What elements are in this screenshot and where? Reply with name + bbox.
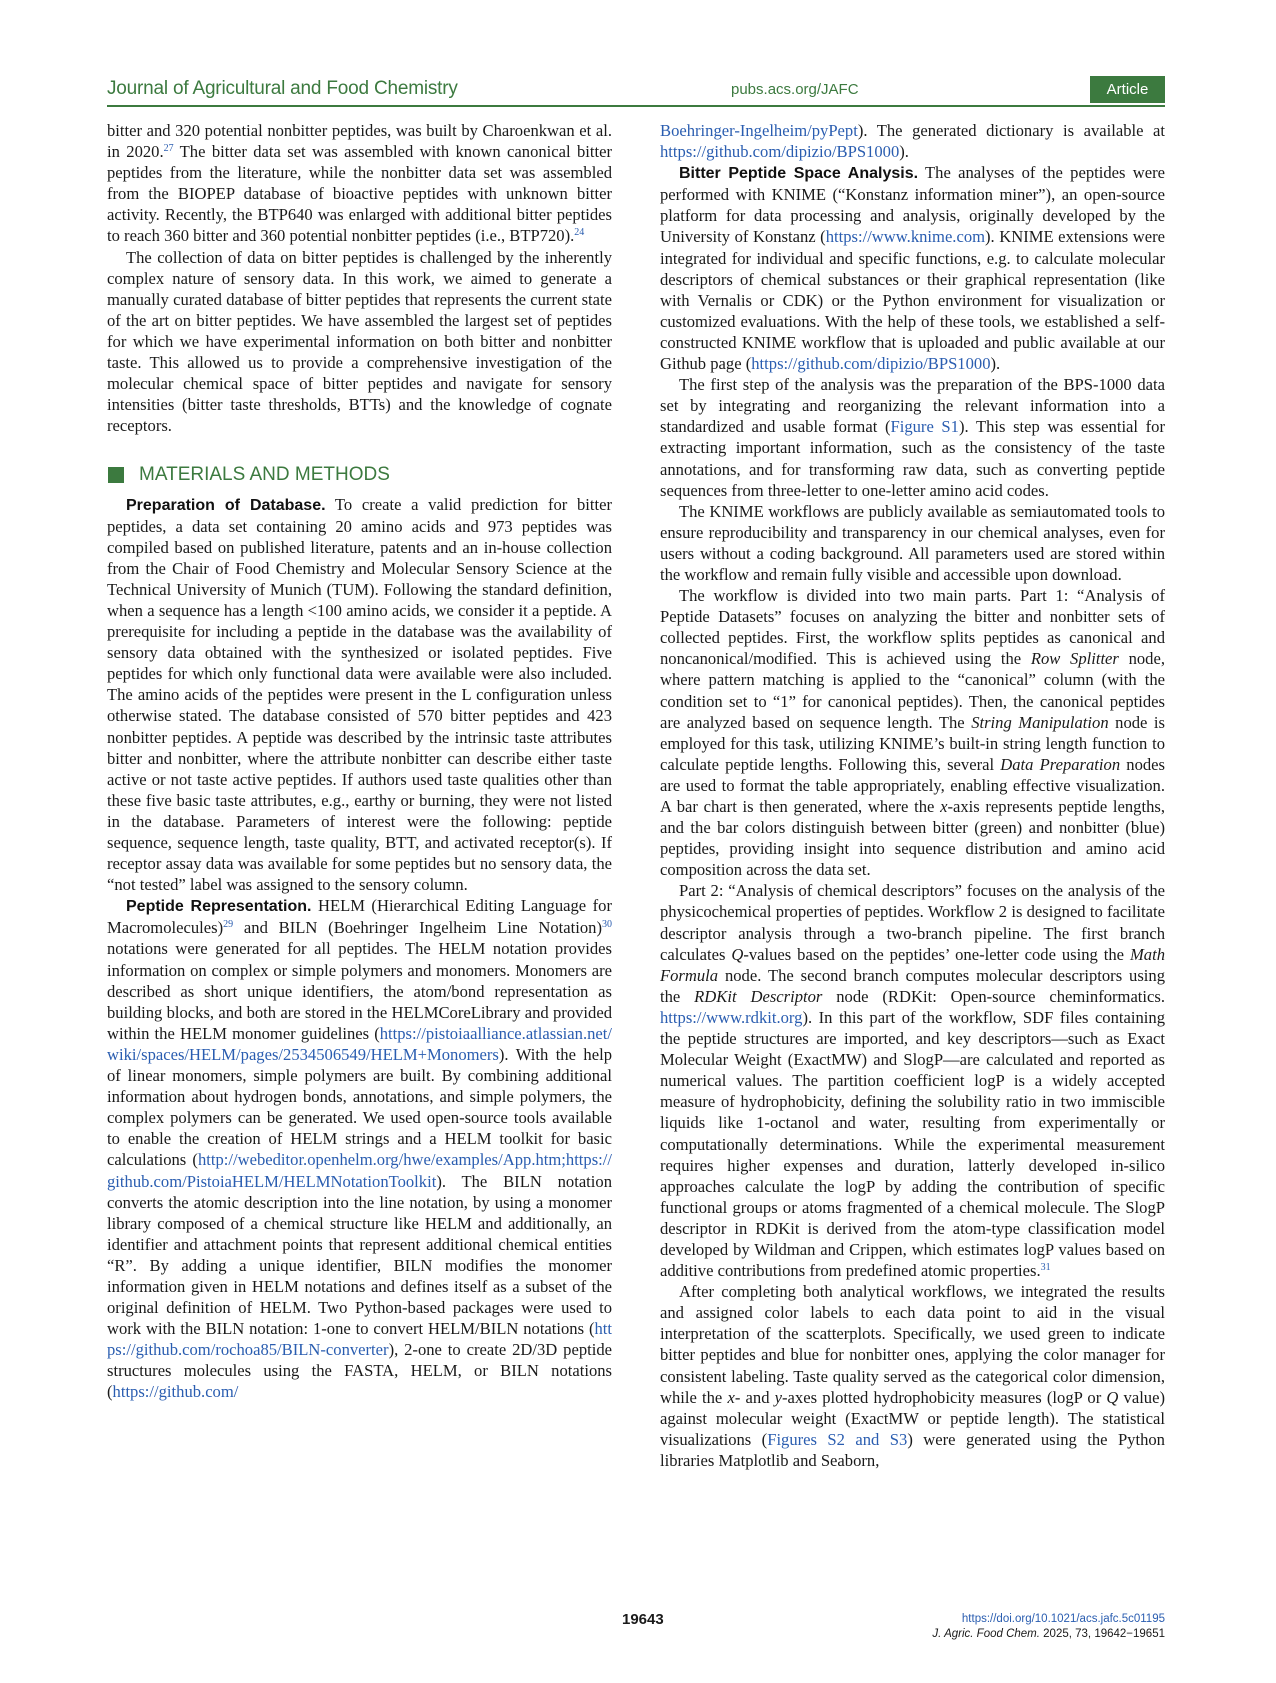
text: -values based on the peptides’ one-letter code using the (743, 944, 1130, 964)
text: notations were generated for all peptides. The HELM notation provides information on complex or simple polymers and monomers. Monomers are described as short unique identifiers, the atom/bond representation as building blocks, and both are stored in the HELMCoreLibrary and provided within the HELM monomer guidelines ( (107, 939, 612, 1043)
article-type-badge: Article (1090, 76, 1165, 103)
figures-s2-s3-link[interactable]: Figures S2 and S3 (767, 1429, 908, 1449)
paragraph (660, 374, 1165, 501)
page-number: 19643 (622, 1611, 664, 1628)
text: -axis represents peptide lengths, and the bar colors distinguish between bitter (green) and nonbitter (blue) peptides, providing insight into sequence distribution and amino acid composition across the data set. (660, 797, 1165, 880)
paragraph (107, 120, 612, 247)
var: y (774, 1387, 783, 1407)
text: ), 2-one to create 2D/3D peptide structures molecules using the FASTA, HELM, or BILN notations ( (107, 1340, 612, 1402)
footer-citation (932, 1612, 1165, 1642)
node-name: RDKit Descriptor (694, 986, 823, 1006)
text: ). The BILN notation converts the atomic description into the line notation, by using a monomer library composed of a chemical structure like HELM and additionally, an identifier and attachment points that represent additional chemical entities “R”. By adding a unique identifier, BILN modifies the monomer information given in HELM notations and defines itself as a subset of the original definition of HELM. Two Python-based packages were used to work with the BILN notation: 1-one to convert HELM/BILN notations ( (107, 1171, 612, 1339)
biln-converter-link[interactable]: https://github.com/rochoa85/BILN-converter (107, 1319, 612, 1360)
helm-toolkit-link[interactable]: http://webeditor.openhelm.org/hwe/examples/App.htm;https://github.com/PistoiaHELM/HELMNotationToolkit (107, 1150, 612, 1191)
text: node (RDKit: Open-source cheminformatics. (822, 986, 1166, 1006)
paragraph: The KNIME workflows are publicly available as semiautomated tools to ensure reproducibility and transparency in our chemical analyses, even for users without a coding background. All parameters used are stored within the workflow and remain fully visible and accessible upon download. (660, 501, 1165, 584)
text: The bitter data set was assembled with known canonical bitter peptides from the literature, while the nonbitter data set was assembled from the BIOPEP database of bioactive peptides with unknown bitter activity. Recently, the BTP640 was enlarged with additional bitter peptides to reach 360 bitter and 360 potential nonbitter peptides (i.e., BTP720). (107, 142, 612, 246)
text: nodes are used to format the table appropriately, enabling effective visualization. A bar chart is then generated, where the (660, 754, 1166, 816)
section-heading-text: MATERIALS AND METHODS (139, 464, 390, 486)
text: ). In this part of the workflow, SDF files containing the peptide structures are imported, and key descriptors—such as Exact Molecular Weight (ExactMW) and SlogP—are calculated and reported as numerical values. The partition coefficient logP is a widely accepted measure of hydrophobicity, defining the solubility ratio in two immiscible liquids like 1-octanol and water, resulting from experimentally or computationally determinations. While the experimental measurement requires higher expenses and duration, latterly developed in-silico approaches calculate the logP by adding the contribution of specific functional groups or atoms fragmented of a chemical molecule. The SlogP descriptor in RDKit is derived from the atom-type classification model developed by Wildman and Crippen, which estimates logP values based on additive contributions from predefined atomic properties. (660, 1007, 1165, 1281)
helm-monomers-link[interactable]: https://pistoiaalliance.atlassian.net/wiki/spaces/HELM/pages/2534506549/HELM+Monomers (107, 1023, 612, 1064)
node-name: Data Preparation (1000, 754, 1121, 774)
text: HELM (Hierarchical Editing Language for Macromolecules) (107, 896, 612, 938)
text: and BILN (Boehringer Ingelheim Line Notation) (233, 918, 602, 938)
node-name: Math Formula (660, 944, 1165, 985)
text: After completing both analytical workflows, we integrated the results and assigned color labels to each data point to aid in the visual interpretation of the scatterplots. Specifically, we used green to indicate bitter peptides and blue for nonbitter ones, applying the color manager for consistent labeling. Taste quality served as the categorical color dimension, while the (660, 1282, 1165, 1407)
right-column (660, 120, 1165, 1471)
subsection-heading: Preparation of Database. (126, 496, 326, 514)
paragraph (660, 1281, 1165, 1471)
citation-details: 2025, 73, 19642−19651 (1039, 1628, 1165, 1640)
reference-link[interactable]: 30 (602, 919, 612, 931)
text: value) against molecular weight (ExactMW or peptide length). The statistical visualizations ( (660, 1387, 1165, 1449)
text: node, where pattern matching is applied to the “canonical” column (with the condition set to “1” for canonical peptides). Then, the canonical peptides are analyzed based on sequence length. The (660, 649, 1165, 732)
reference-link[interactable]: 27 (163, 143, 174, 155)
text: ) were generated using the Python libraries Matplotlib and Seaborn, (660, 1429, 1165, 1470)
text: bitter and 320 potential nonbitter peptides, was built by Charoenkwan et al. in 2020. (107, 121, 612, 162)
text: To create a valid prediction for bitter peptides, a data set containing 20 amino acids and 973 peptides was compiled based on published literature, patents and an in-house collection from the Chair of Food Chemistry and Molecular Sensory Science at the Technical University of Munich (TUM). Following the standard definition, when a sequence has a length <100 amino acids, we consider it a peptide. A prerequisite for including a peptide in the database was the availability of sensory data obtained with the synthesized or isolated peptides. Five peptides for which only functional data were available were also included. The amino acids of the peptides were present in the L configuration unless otherwise stated. The database consisted of 570 bitter peptides and 423 nonbitter peptides. A peptide was described by the intrinsic taste attributes bitter and nonbitter, where the attribute nonbitter can describe either taste active or not taste active peptides. If authors used taste qualities other than these five basic taste attributes, e.g., earthy or burning, they were not listed in the database. Parameters of interest were the following: peptide sequence, sequence length, taste quality, BTT, and activated receptor(s). If receptor assay data was available for some peptides but no sensory data, the “not tested” label was assigned to the sensory column. (107, 494, 613, 895)
paragraph (660, 120, 1165, 162)
reference-link[interactable]: 31 (1040, 1262, 1051, 1274)
text: The first step of the analysis was the preparation of the BPS-1000 data set by integrating and reorganizing the relevant information into a standardized and usable format ( (660, 375, 1165, 437)
journal-url-link[interactable]: pubs.acs.org/JAFC (731, 81, 859, 98)
node-name: String Manipulation (971, 712, 1109, 732)
github-link[interactable]: https://github.com/ (112, 1382, 239, 1402)
pypept-link[interactable]: Boehringer-Ingelheim/pyPept (660, 121, 858, 140)
reference-link[interactable]: 24 (574, 227, 585, 239)
axis-var: x (940, 797, 948, 816)
text: ). This step was essential for extracting important information, such as the consistency of the taste annotations, and for transforming raw data, such as converting peptide sequences from three-letter to one-letter amino acid codes. (660, 417, 1166, 500)
paragraph: The collection of data on bitter peptides is challenged by the inherently complex nature of sensory data. In this work, we aimed to generate a manually curated database of bitter peptides that represents the current state of the art on bitter peptides. We have assembled the largest set of peptides for which we have experimental information on both bitter and nonbitter taste. This allowed us to provide a comprehensive investigation of the molecular chemical space of bitter peptides and navigate for sensory intensities (bitter taste thresholds, BTTs) and the knowledge of cognate receptors. (107, 247, 612, 436)
text: node. The second branch computes molecular descriptors using the (660, 965, 1165, 1006)
figure-s1-link[interactable]: Figure S1 (890, 417, 959, 437)
page-header (107, 78, 1165, 107)
journal-title: Journal of Agricultural and Food Chemistry (107, 78, 458, 99)
text: - and (734, 1387, 775, 1407)
citation-journal: J. Agric. Food Chem. (932, 1628, 1040, 1640)
section-heading (107, 464, 612, 485)
paragraph (107, 494, 612, 896)
section-square-icon (108, 467, 124, 483)
var: x (727, 1387, 735, 1407)
text: Part 2: “Analysis of chemical descriptors” focuses on the analysis of the physicochemical properties of peptides. Workflow 2 is designed to facilitate descriptor analysis through a two-branch pipeline. The first branch calculates (660, 881, 1165, 964)
doi-link[interactable]: https://doi.org/10.1021/acs.jafc.5c01195 (961, 1613, 1165, 1625)
text: The workflow is divided into two main parts. Part 1: “Analysis of Peptide Datasets” focuses on analyzing the bitter and nonbitter sets of collected peptides. First, the workflow splits peptides as canonical and noncanonical/modified. This is achieved using the (660, 586, 1165, 669)
text: -axes plotted hydrophobicity measures (logP or (782, 1387, 1107, 1407)
left-column (107, 120, 612, 1403)
citation (932, 1627, 1165, 1642)
paragraph (107, 895, 612, 1402)
subsection-heading: Peptide Representation. (126, 898, 312, 916)
text: ). KNIME extensions were integrated for individual and specific functions, e.g. to calculate molecular descriptors of chemical substances or their graphical representation (like with Vernalis or CDK) or the Python environment for visualization or customized evaluations. With the help of these tools, we established a self-constructed KNIME workflow that is uploaded and public available at our Github page ( (660, 227, 1165, 374)
text: node is employed for this task, utilizing KNIME’s built-in string length function to calculate peptide lengths. Following this, several (660, 712, 1165, 774)
reference-link[interactable]: 29 (223, 919, 234, 931)
subsection-heading: Bitter Peptide Space Analysis. (679, 165, 919, 183)
text: ). With the help of linear monomers, simple polymers are built. By combining additional information about hydrogen bonds, annotations, and simple polymers, the complex polymers can be generated. We used open-source tools available to enable the creation of HELM strings and a HELM toolkit for basic calculations ( (107, 1044, 612, 1170)
knime-link[interactable]: https://www.knime.com (825, 227, 986, 247)
paragraph (660, 585, 1165, 880)
rdkit-link[interactable]: https://www.rdkit.org (660, 1007, 803, 1027)
var: Q (1106, 1387, 1119, 1407)
text: The analyses of the peptides were performed with KNIME (“Konstanz information miner”), an open-source platform for data processing and analysis, originally developed by the University of Konstanz ( (660, 163, 1165, 247)
node-name: Row Splitter (1030, 649, 1119, 669)
text: ). (990, 354, 1001, 374)
github-bps1000-link[interactable]: https://github.com/dipizio/BPS1000 (751, 354, 991, 374)
var: Q (731, 944, 744, 964)
bps1000-link[interactable]: https://github.com/dipizio/BPS1000 (660, 142, 900, 162)
paragraph (660, 880, 1165, 1281)
paragraph (660, 162, 1165, 374)
text: ). The generated dictionary is available at (857, 121, 1165, 140)
text: ). (899, 142, 909, 162)
